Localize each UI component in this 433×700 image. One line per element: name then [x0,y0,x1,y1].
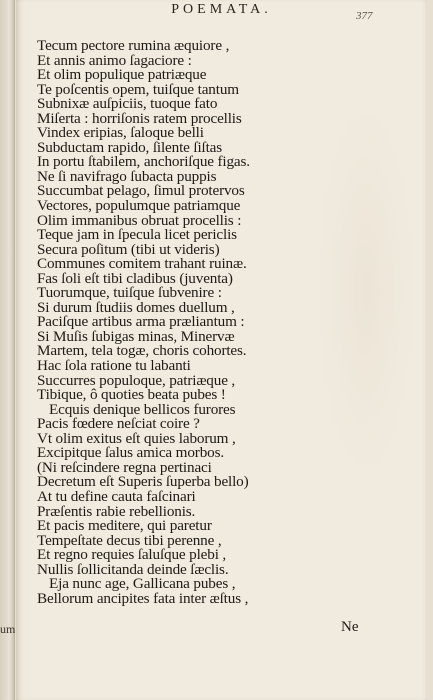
verse-line: At tu define cauta faſcinari [37,487,196,505]
verse-line: Ecquis denique bellicos furores [49,400,236,418]
verse-line: Teque jam in ſpecula licet periclis [37,226,237,244]
verse-line: Excipitque ſalus amica morbos. [37,444,224,462]
verse-line: Miſerta : horriſonis ratem procellis [37,109,242,127]
verse-line: Te poſcentis opem, tuiſque tantum [37,80,239,98]
verse-line: Pacis fœdere neſciat coire ? [37,415,200,433]
verse-line: Si Muſis ſubigas minas, Minervæ [37,327,235,345]
catchword: Ne [341,619,359,635]
verse-line: Succurres populoque, patriæque , [37,371,236,389]
verse-line: Et annis animo ſagaciore : [37,51,192,69]
verse-line: Communes comitem trahant ruinæ. [37,255,247,273]
verse-line: Nullis ſollicitanda deinde ſæclis. [37,560,229,578]
verse-line: In portu ſtabilem, anchoriſque figas. [37,153,250,171]
running-head: POEMATA. [171,2,272,17]
book-page [16,0,427,700]
verse-line: Hac ſola ratione tu labanti [37,357,191,375]
previous-page-edge [0,0,15,700]
verse-line: Paciſque artibus arma præliantum : [37,313,245,331]
verse-line: Subductam rapido, ſilente ſiſtas [37,138,223,156]
verse-line: Vindex eripias, ſaloque belli [37,124,204,142]
verse-line: Tibique, ô quoties beata pubes ! [37,386,226,404]
poem-text [37,39,417,606]
verse-line: Tempeſtate decus tibi perenne , [37,531,222,549]
verse-line: Tecum pectore rumina æquiore , [37,37,230,54]
verse-line: Martem, tela togæ, choris cohortes. [37,342,247,360]
verse-line: Subnixæ auſpiciis, tuoque fato [37,95,218,113]
verse-line: Fas ſoli eſt tibi cladibus (juventa) [37,269,233,287]
verse-line: Et olim populique patriæque [37,66,207,84]
page-number: 377 [356,10,373,22]
verse-line: Decretum eſt Superis ſuperba bello) [37,473,249,491]
verse-line: Succumbat pelago, ſimul protervos [37,182,245,200]
verse-line: Bellorum ancipites fata inter æſtus , [37,589,249,607]
verse-line: Si durum ſtudiis domes duellum , [37,298,235,316]
verse-line: Secura poſitum (tibi ut videris) [37,240,220,258]
verse-line: Vectores, populumque patriamque [37,197,241,215]
verse-line: Et regno requies ſaluſque plebi , [37,546,227,564]
verse-line: Tuorumque, tuiſque ſubvenire : [37,284,222,302]
verse-line: Eja nunc age, Gallicana pubes , [49,575,236,593]
verse-line: (Ni reſcindere regna pertinaci [37,458,212,476]
verse-line: Vt olim exitus eſt quies laborum , [37,429,236,447]
verse-line: Ne ſi navifrago ſubacta puppis [37,167,217,185]
verse-line: Præſentis rabie rebellionis. [37,502,196,520]
verse-line: Et pacis meditere, qui paretur [37,517,212,535]
verse-line: Olim immanibus obruat procellis : [37,211,242,229]
previous-page-fragment: um [0,622,16,636]
